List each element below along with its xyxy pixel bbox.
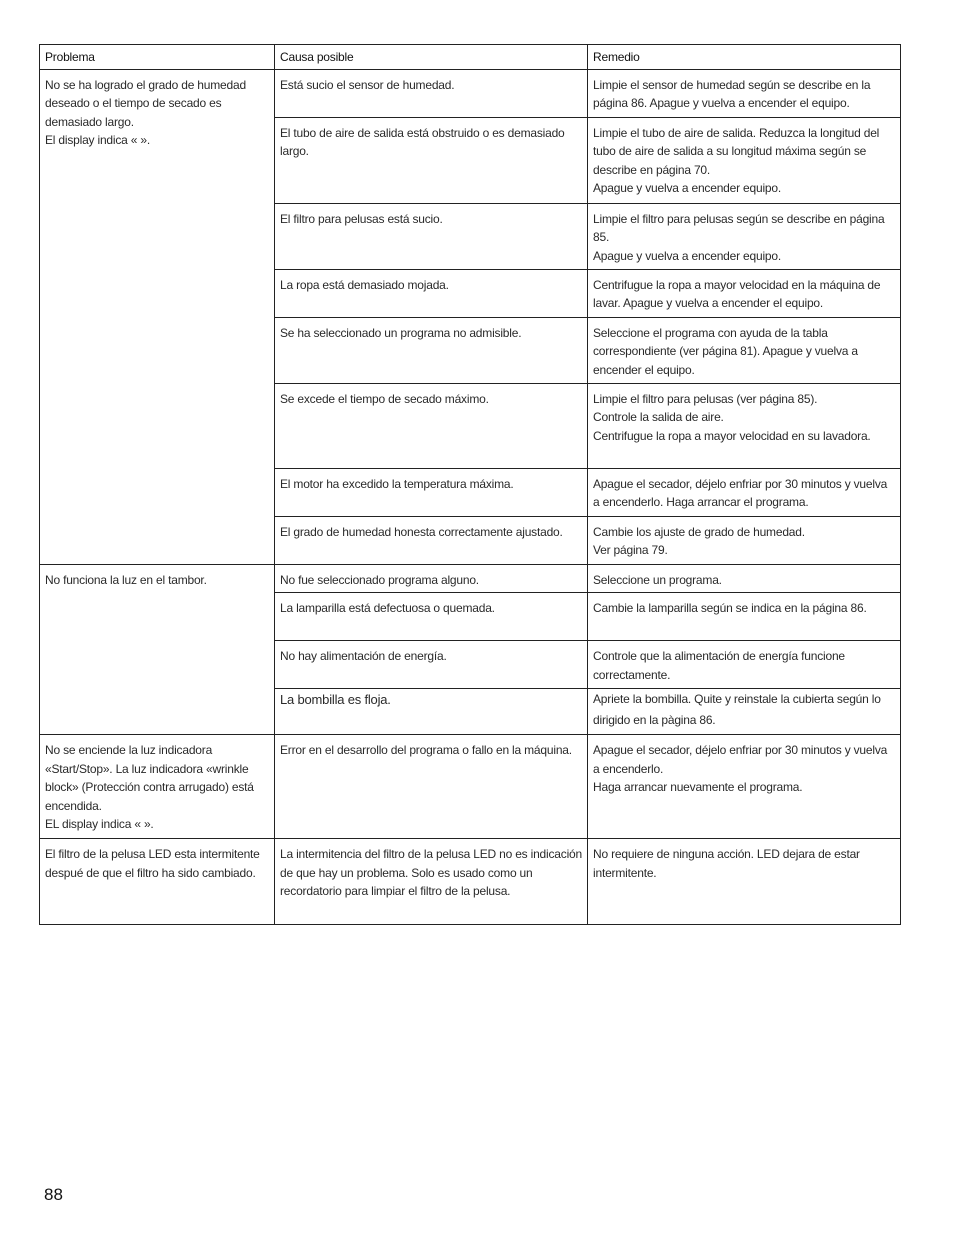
cause-cell: El tubo de aire de salida está obstruido o es demasiado largo. xyxy=(275,117,588,203)
cause-cell: La lamparilla está defectuosa o quemada. xyxy=(275,593,588,641)
problem-cell: No se ha logrado el grado de humedad deseado o el tiempo de secado es demasiado largo. El display indica « ». xyxy=(40,69,275,564)
remedy-cell: Apriete la bombilla. Quite y reinstale la cubierta según lo dirigido en la pàgina 86. xyxy=(588,689,901,735)
remedy-cell: Cambie los ajuste de grado de humedad. Ver página 79. xyxy=(588,516,901,564)
table-row xyxy=(40,839,901,925)
troubleshooting-table xyxy=(39,44,901,925)
remedy-cell: Limpie el filtro para pelusas (ver página 85). Controle la salida de aire. Centrifugue la ropa a mayor velocidad en su lavadora. xyxy=(588,383,901,468)
remedy-cell: Apague el secador, déjelo enfriar por 30 minutos y vuelva a encenderlo. Haga arrancar el programa. xyxy=(588,468,901,516)
cause-cell: Se excede el tiempo de secado máximo. xyxy=(275,383,588,468)
problem-cell: No se enciende la luz indicadora «Start/Stop». La luz indicadora «wrinkle block» (Protección contra arrugado) está encendida. EL display indica « ». xyxy=(40,735,275,839)
remedy-cell: Limpie el tubo de aire de salida. Reduzca la longitud del tubo de aire de salida a su longitud máxima según se describe en página 70. Apague y vuelva a encender equipo. xyxy=(588,117,901,203)
remedy-cell: No requiere de ninguna acción. LED dejara de estar intermitente. xyxy=(588,839,901,925)
remedy-cell: Controle que la alimentación de energía funcione correctamente. xyxy=(588,641,901,689)
remedy-cell: Seleccione un programa. xyxy=(588,564,901,593)
header-problem: Problema xyxy=(40,45,275,70)
cause-cell: La ropa está demasiado mojada. xyxy=(275,269,588,317)
remedy-cell: Seleccione el programa con ayuda de la tabla correspondiente (ver página 81). Apague y vuelva a encender el equipo. xyxy=(588,317,901,383)
table-row xyxy=(40,69,901,117)
cause-cell: El motor ha excedido la temperatura máxima. xyxy=(275,468,588,516)
cause-cell: Error en el desarrollo del programa o fallo en la máquina. xyxy=(275,735,588,839)
remedy-cell: Cambie la lamparilla según se indica en la página 86. xyxy=(588,593,901,641)
cause-cell: No fue seleccionado programa alguno. xyxy=(275,564,588,593)
table-row xyxy=(40,735,901,839)
table-row xyxy=(40,564,901,593)
remedy-cell: Centrifugue la ropa a mayor velocidad en la máquina de lavar. Apague y vuelva a encender el equipo. xyxy=(588,269,901,317)
cause-cell: El grado de humedad honesta correctamente ajustado. xyxy=(275,516,588,564)
cause-cell: No hay alimentación de energía. xyxy=(275,641,588,689)
problem-cell: No funciona la luz en el tambor. xyxy=(40,564,275,735)
cause-cell: Está sucio el sensor de humedad. xyxy=(275,69,588,117)
problem-cell: El filtro de la pelusa LED esta intermitente despué de que el filtro ha sido cambiado. xyxy=(40,839,275,925)
remedy-cell: Apague el secador, déjelo enfriar por 30 minutos y vuelva a encenderlo. Haga arrancar nuevamente el programa. xyxy=(588,735,901,839)
cause-cell: La intermitencia del filtro de la pelusa LED no es indicación de que hay un problema. Solo es usado como un recordatorio para limpiar el filtro de la pelusa. xyxy=(275,839,588,925)
page-number: 88 xyxy=(44,1185,63,1204)
table-header-row xyxy=(40,45,901,70)
remedy-cell: Limpie el sensor de humedad según se describe en la página 86. Apague y vuelva a encender el equipo. xyxy=(588,69,901,117)
cause-cell: Se ha seleccionado un programa no admisible. xyxy=(275,317,588,383)
cause-cell: El filtro para pelusas está sucio. xyxy=(275,203,588,269)
cause-cell: La bombilla es floja. xyxy=(275,689,588,735)
header-remedy: Remedio xyxy=(588,45,901,70)
remedy-cell: Limpie el filtro para pelusas según se describe en página 85. Apague y vuelva a encender equipo. xyxy=(588,203,901,269)
header-cause: Causa posible xyxy=(275,45,588,70)
